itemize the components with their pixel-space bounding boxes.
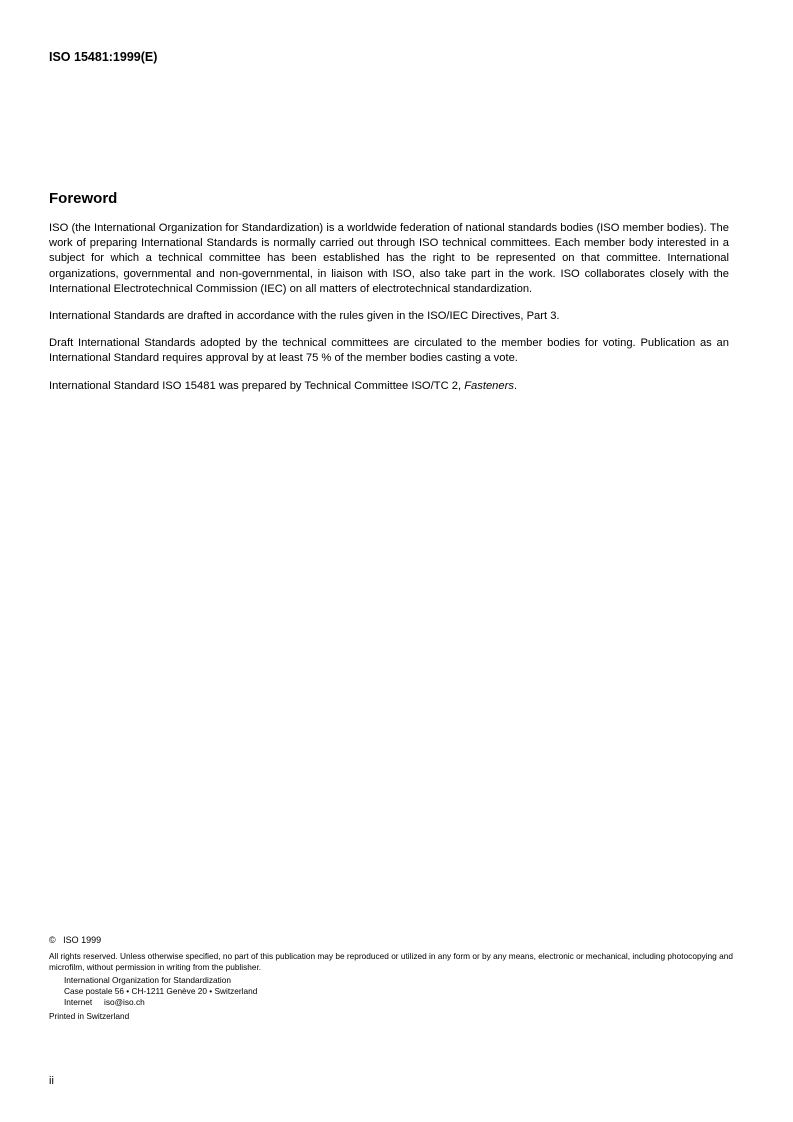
copyright-line bbox=[49, 935, 735, 946]
copyright-notice: ISO 1999 bbox=[63, 935, 102, 945]
page-number: ii bbox=[49, 1075, 54, 1087]
rights-statement: All rights reserved. Unless otherwise specified, no part of this publication may be reproduced or utilized in any form or by any means, electronic or mechanical, including photocopying and microfilm, without permission in writing from the publisher. bbox=[49, 950, 733, 972]
paragraph-4-suffix: . bbox=[513, 379, 518, 392]
organization-name: International Organization for Standardization bbox=[64, 975, 231, 986]
foreword-heading: Foreword bbox=[49, 190, 118, 207]
document-header: ISO 15481:1999(E) bbox=[49, 50, 158, 64]
paragraph-4-prefix: International Standard ISO 15481 was prepared by Technical Committee ISO/TC 2, bbox=[49, 379, 465, 392]
committee-name: Fasteners bbox=[464, 379, 514, 392]
foreword-paragraph-3: Draft International Standards adopted by the technical committees are circulated to the member bodies for voting. Publication as an International Standard requires approval by at least 75 % of the member bodies casting a vote. bbox=[49, 337, 729, 365]
copyright-block bbox=[49, 935, 735, 1022]
internet-label: Internet bbox=[64, 996, 93, 1007]
foreword-paragraph-4 bbox=[49, 379, 729, 394]
foreword-paragraph-2: International Standards are drafted in accordance with the rules given in the ISO/IEC Directives, Part 3. bbox=[49, 310, 560, 323]
internet-email: iso@iso.ch bbox=[104, 996, 145, 1007]
postal-address: Case postale 56 • CH-1211 Genève 20 • Switzerland bbox=[64, 986, 258, 997]
foreword-paragraph-1: ISO (the International Organization for Standardization) is a worldwide federation of national standards bodies (ISO member bodies). The work of preparing International Standards is normally carried out through ISO technical committees. Each member body interested in a subject for which a technical committee has been established has the right to be represented on that committee. International organizations, governmental and non-governmental, in liaison with ISO, also take part in the work. ISO collaborates closely with the International Electrotechnical Commission (IEC) on all matters of electrotechnical standardization. bbox=[49, 222, 729, 295]
publisher-address bbox=[49, 975, 735, 1007]
foreword-body bbox=[49, 221, 729, 406]
copyright-symbol: © bbox=[49, 935, 56, 945]
internet-line bbox=[64, 997, 735, 1008]
printed-location: Printed in Switzerland bbox=[49, 1010, 130, 1021]
